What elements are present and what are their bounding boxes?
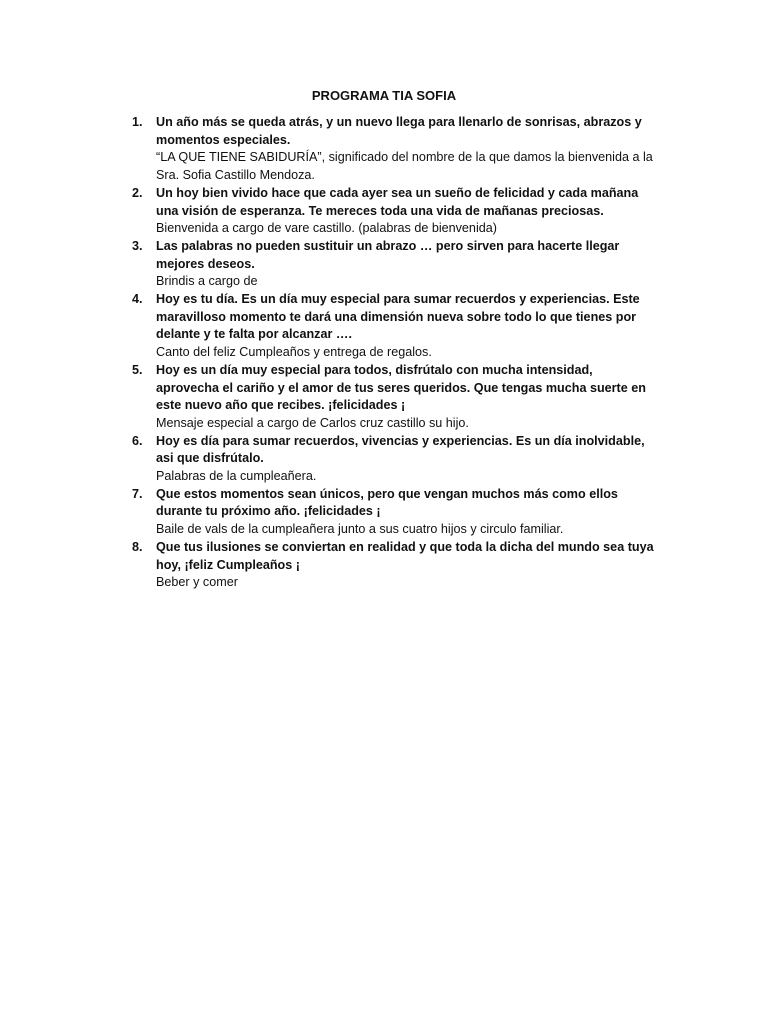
item-number: 6. [132,433,143,448]
item-note: Brindis a cargo de [156,274,258,289]
item-text: Que tus ilusiones se conviertan en realidad y que toda la dicha del mundo sea tuya hoy, ¡feliz Cumpleaños ¡ [156,539,654,572]
item-text: Un hoy bien vivido hace que cada ayer sea un sueño de felicidad y cada mañana una visión de esperanza. Te mereces toda una vida de mañanas preciosas. [156,185,639,218]
item-note: “LA QUE TIENE SABIDURÍA”, significado del nombre de la que damos la bienvenida a la Sra. Sofia Castillo Mendoza. [156,150,653,183]
item-note: Bienvenida a cargo de vare castillo. (palabras de bienvenida) [156,221,497,236]
list-item [128,238,656,291]
list-item [128,114,656,185]
item-text: Un año más se queda atrás, y un nuevo llega para llenarlo de sonrisas, abrazos y momentos especiales. [156,115,642,147]
item-number: 5. [132,362,143,377]
list-item [128,433,656,486]
item-number: 2. [132,185,143,200]
item-note: Canto del feliz Cumpleaños y entrega de regalos. [156,345,432,360]
item-text: Hoy es un día muy especial para todos, disfrútalo con mucha intensidad, aprovecha el cariño y el amor de tus seres queridos. Que tengas mucha suerte en este nuevo año que recibes. ¡felicidades ¡ [156,362,646,413]
item-number: 8. [132,539,143,554]
list-item [128,486,656,539]
item-note: Palabras de la cumpleañera. [156,469,317,484]
item-number: 7. [132,486,143,501]
list-item [128,185,656,238]
item-text: Las palabras no pueden sustituir un abrazo … pero sirven para hacerte llegar mejores deseos. [156,238,620,271]
item-text: Hoy es tu día. Es un día muy especial para sumar recuerdos y experiencias. Este maravilloso momento te dará una dimensión nueva sobre todo lo que tienes por delante y te falta por alcanzar …. [156,292,640,342]
list-item [128,291,656,362]
item-note: Beber y comer [156,575,238,590]
list-item [128,539,656,592]
item-note: Baile de vals de la cumpleañera junto a sus cuatro hijos y circulo familiar. [156,522,564,537]
document-title: PROGRAMA TIA SOFIA [311,88,457,103]
item-number: 4. [132,292,143,307]
program-list [128,114,656,592]
item-number: 3. [132,238,143,253]
list-item [128,362,656,433]
item-note: Mensaje especial a cargo de Carlos cruz castillo su hijo. [156,415,469,430]
item-number: 1. [132,115,143,129]
item-text: Hoy es día para sumar recuerdos, vivencias y experiencias. Es un día inolvidable, asi que disfrútalo. [156,433,645,466]
item-text: Que estos momentos sean únicos, pero que vengan muchos más como ellos durante tu próximo año. ¡felicidades ¡ [156,486,618,519]
